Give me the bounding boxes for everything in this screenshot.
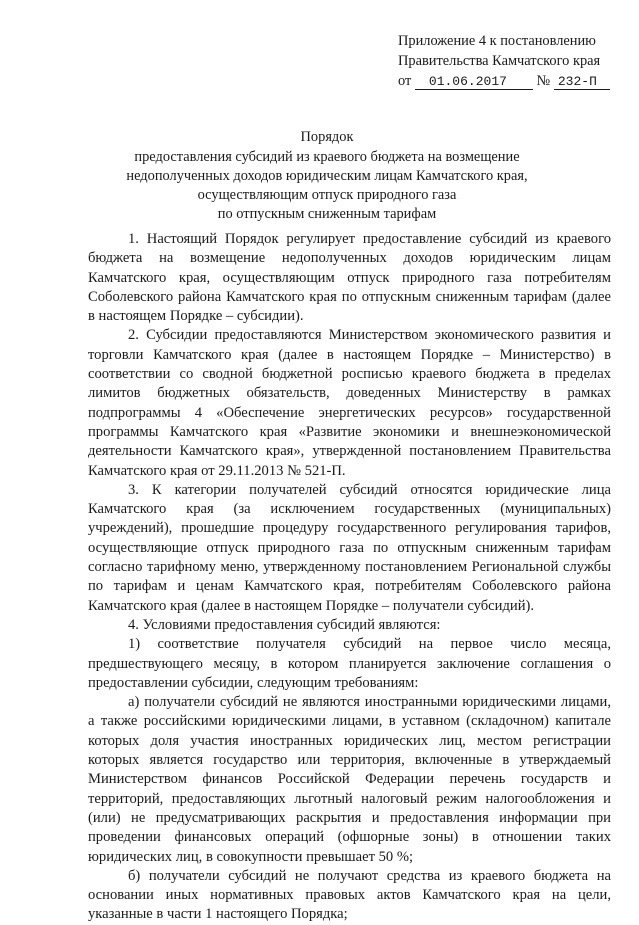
paragraph-2: 2. Субсидии предоставляются Министерством экономического развития и торговли Камчатского края (далее в настоящем Порядке – Министерство) в соответствии со сводной бюджетной росписью краевого бюджета в пределах лимитов бюджетных обязательств, доведенных Министерству в рамках подпрограммы 4 «Обеспечение энергетических ресурсов» государственной программы Камчатского края «Развитие экономики и внешнеэкономической деятельности Камчатского края», утвержденной постановлением Правительства Камчатского края от 29.11.2013 № 521-П.	[88, 327, 611, 479]
title-heading: Порядок	[300, 129, 354, 145]
appendix-date-line	[398, 71, 610, 91]
paragraph-4: 4. Условиями предоставления субсидий являются:	[128, 616, 441, 633]
document-body	[88, 230, 611, 925]
paragraph-4-1: 1) соответствие получателя субсидий на первое число месяца, предшествующего месяцу, в котором планируется заключение соглашения о предоставлении субсидии, следующим требованиям:	[88, 636, 611, 691]
appendix-header	[398, 31, 610, 91]
number-prefix: №	[536, 73, 551, 89]
paragraph-1: 1. Настоящий Порядок регулирует предоставление субсидий из краевого бюджета на возмещение недополученных доходов юридическим лицам Камчатского края, осуществляющим отпуск природного газа потребителям Соболевского района Камчатского края по отпускным сниженным тарифам (далее в настоящем Порядке – субсидии).	[88, 231, 611, 325]
title-line-1: предоставления субсидий из краевого бюджета на возмещение	[134, 149, 520, 165]
document-title	[100, 128, 554, 224]
title-line-2: недополученных доходов юридическим лицам Камчатского края,	[126, 168, 528, 184]
appendix-line-2: Правительства Камчатского края	[398, 53, 601, 69]
date-prefix: от	[398, 73, 412, 89]
paragraph-3: 3. К категории получателей субсидий относятся юридические лица Камчатского края (за исключением государственных (муниципальных) учреждений), прошедшие процедуру государственного регулирования тарифов, осуществляющие отпуск природного газа по отпускным сниженным тарифам согласно тарифному меню, утвержденному постановлением Региональной службы по тарифам и ценам Камчатского края, потребителям Соболевского района Камчатского края (далее в настоящем Порядке – получатели субсидий).	[88, 481, 611, 614]
appendix-line-1: Приложение 4 к постановлению	[398, 33, 596, 49]
paragraph-4-1-b: б) получатели субсидий не получают средства из краевого бюджета на основании иных нормативных правовых актов Камчатского края на цели, указанные в части 1 настоящего Порядка;	[88, 867, 611, 923]
title-line-4: по отпускным сниженным тарифам	[217, 206, 437, 222]
resolution-date: 01.06.2017	[415, 74, 533, 90]
paragraph-4-1-a: а) получатели субсидий не являются иностранными юридическими лицами, а также российскими юридическими лицами, в уставном (складочном) капитале которых доля участия иностранных юридических лиц, местом регистрации которых является государство или территория, включенные в утверждаемый Министерством финансов Российской Федерации перечень государств и территорий, предоставляющих льготный налоговый режим налогообложения и (или) не предусматривающих раскрытия и предоставления информации при проведении финансовых операций (офшорные зоны) в отношении таких юридических лиц, в совокупности превышает 50 %;	[88, 694, 611, 865]
title-line-3: осуществляющим отпуск природного газа	[197, 187, 457, 203]
resolution-number: 232-П	[554, 74, 610, 90]
